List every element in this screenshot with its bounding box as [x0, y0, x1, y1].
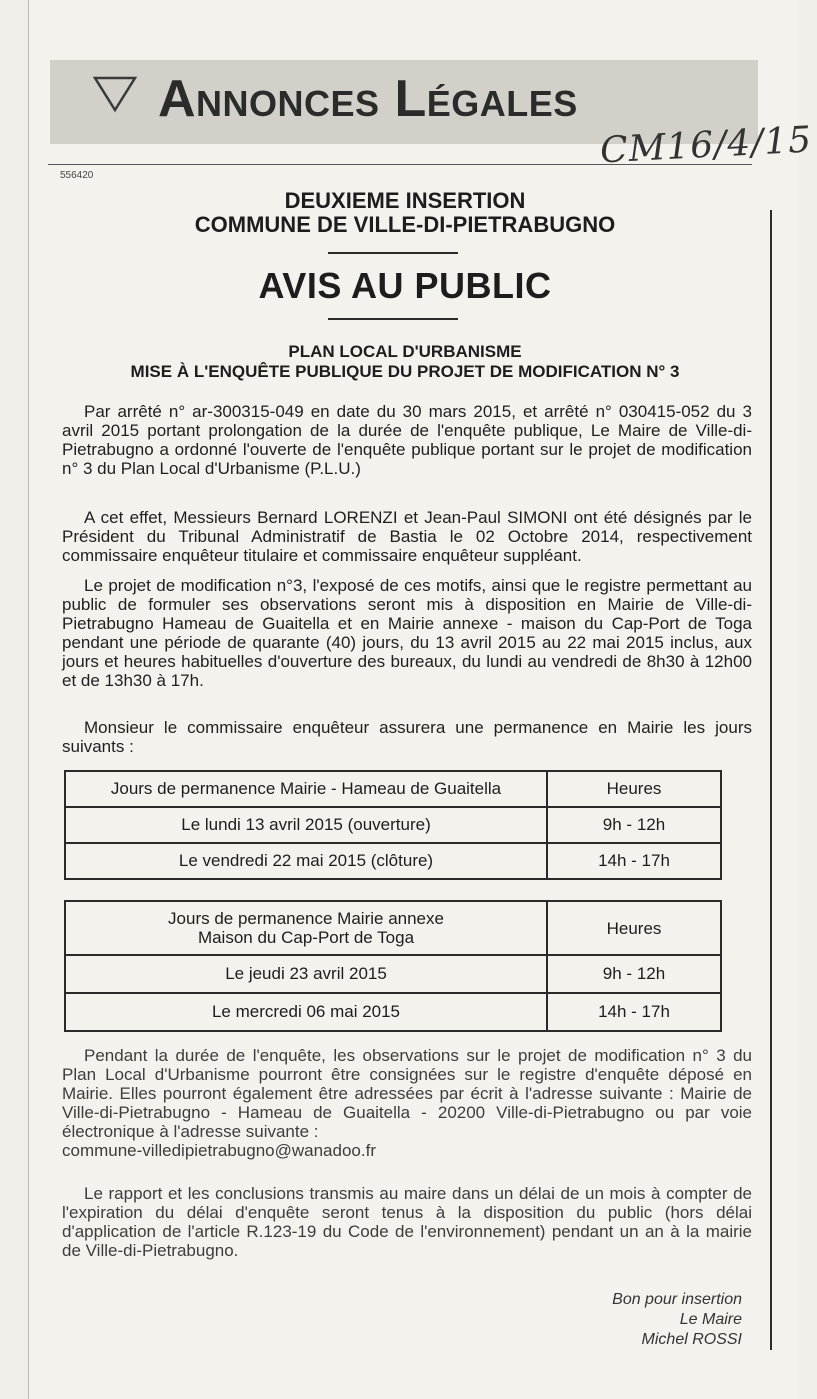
signature-name: Michel ROSSI [641, 1331, 742, 1348]
table-header-hours: Heures [547, 901, 721, 955]
table-cell-hours: 14h - 17h [547, 993, 721, 1031]
table-header-days [65, 901, 547, 955]
paragraph-arrete: Par arrêté n° ar-300315-049 en date du 30 mars 2015, et arrêté n° 030415-052 du 3 avril 2015 portant prolongation de la durée de l'enquête publique, Le Maire de Ville-di-Pietrabugno a ordonné l'ouverte de l'enquête publique portant sur le projet de modification n° 3 du Plan Local d'Urbanisme (P.L.U.) [62, 402, 752, 478]
table-header-days: Jours de permanence Mairie - Hameau de Guaitella [65, 771, 547, 807]
paragraph-permanence-intro: Monsieur le commissaire enquêteur assurera une permanence en Mairie les jours suivants : [62, 718, 752, 756]
paragraph-rapport: Le rapport et les conclusions transmis au maire dans un délai de un mois à compter de l'expiration du délai d'enquête seront tenus à la disposition du public (hors délai d'application de l'article R.123-19 du Code de l'environnement) pendant un an à la mairie de Ville-di-Pietrabugno. [62, 1184, 752, 1260]
table-header-row [65, 771, 721, 807]
table-header-row [65, 901, 721, 955]
table-cell-day: Le jeudi 23 avril 2015 [65, 955, 547, 993]
table-row [65, 955, 721, 993]
table-cell-day: Le lundi 13 avril 2015 (ouverture) [65, 807, 547, 843]
table-cell-hours: 9h - 12h [547, 807, 721, 843]
paragraph-observations [62, 1046, 752, 1160]
table-row [65, 843, 721, 879]
commune-name: COMMUNE DE VILLE-DI-PIETRABUGNO [194, 212, 616, 237]
triangle-down-icon [92, 74, 138, 114]
table-cell-day: Le mercredi 06 mai 2015 [65, 993, 547, 1031]
table-cell-day: Le vendredi 22 mai 2015 (clôture) [65, 843, 547, 879]
notice-heading: AVIS AU PUBLIC [258, 265, 552, 306]
subheading-line-2: MISE À L'ENQUÊTE PUBLIQUE DU PROJET DE MODIFICATION N° 3 [130, 362, 680, 381]
observations-text: Pendant la durée de l'enquête, les observations sur le projet de modification n° 3 du Plan Local d'Urbanisme pourront être consignées sur le registre d'enquête déposé en Mairie. Elles pourront également être adressées par écrit à l'adresse suivante : Mairie de Ville-di-Pietrabugno - Hameau de Guaitella - 20200 Ville-di-Pietrabugno ou par voie électronique à l'adresse suivante : [62, 1046, 752, 1141]
contact-email: commune-villedipietrabugno@wanadoo.fr [62, 1141, 376, 1160]
signature-line-1: Bon pour insertion [612, 1291, 742, 1308]
signature-line-2: Le Maire [679, 1311, 742, 1328]
table-header-days-line1: Jours de permanence Mairie annexe [168, 909, 444, 928]
reference-number: 556420 [60, 170, 94, 181]
paragraph-commissaires: A cet effet, Messieurs Bernard LORENZI et Jean-Paul SIMONI ont été désignés par le Président du Tribunal Administratif de Bastia le 02 Octobre 2014, respectivement commissaire enquêteur titulaire et commissaire enquêteur suppléant. [62, 508, 752, 565]
column-rule [770, 210, 772, 1350]
permanence-table-mairie [64, 770, 722, 880]
table-row [65, 993, 721, 1031]
page-left-edge [28, 0, 29, 1399]
section-title: Annonces Légales [158, 70, 578, 128]
table-cell-hours: 14h - 17h [547, 843, 721, 879]
insertion-label: DEUXIEME INSERTION [284, 188, 526, 213]
table-cell-hours: 9h - 12h [547, 955, 721, 993]
table-header-hours: Heures [547, 771, 721, 807]
divider-line [328, 318, 458, 320]
permanence-table-annexe [64, 900, 722, 1032]
handwritten-annotation: CM16/4/15 [599, 119, 814, 172]
divider-line [328, 252, 458, 254]
table-row [65, 807, 721, 843]
paragraph-projet: Le projet de modification n°3, l'exposé de ces motifs, ainsi que le registre permettant au public de formuler ses observations seront mis à disposition en Mairie de Ville-di-Pietrabugno Hameau de Guaitella et en Mairie annexe - maison du Cap-Port de Toga pendant une période de quarante (40) jours, du 13 avril 2015 au 22 mai 2015 inclus, aux jours et heures habituelles d'ouverture des bureaux, du lundi au vendredi de 8h30 à 12h00 et de 13h30 à 17h. [62, 576, 752, 690]
table-header-days-line2: Maison du Cap-Port de Toga [197, 928, 415, 947]
subheading-line-1: PLAN LOCAL D'URBANISME [288, 342, 522, 361]
header-divider [48, 164, 752, 165]
